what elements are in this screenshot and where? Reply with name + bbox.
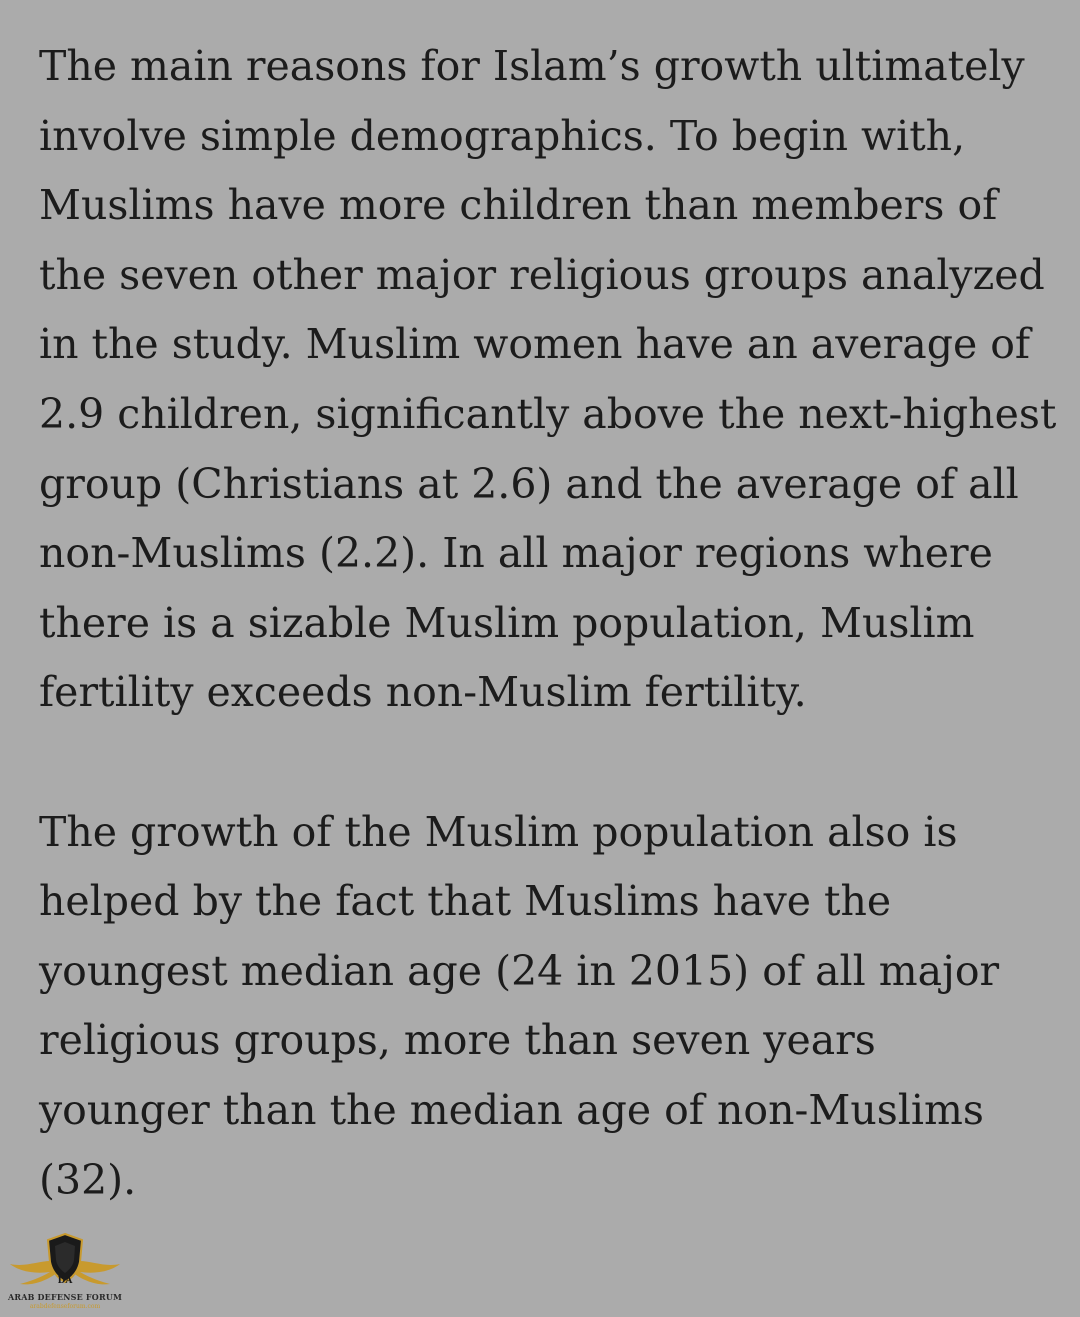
paragraph-median-age: The growth of the Muslim population also is helped by the fact that Muslims have the youngest median age (24 in 2015) of all major religious groups, more than seven years younger than the median age of non-Muslims (32).: [39, 807, 1000, 1204]
watermark-logo: [6, 1228, 124, 1314]
paragraph-fertility: The main reasons for Islam’s growth ultimately involve simple demographics. To begin with, Muslims have more children than members of the seven other major religious groups analyzed in the study. Muslim women have an average of 2.9 children, significantly above the next-highest group (Christians at 2.6) and the average of all non-Muslims (2.2). In all major regions where there is a sizable Muslim population, Muslim fertility exceeds non-Muslim fertility.: [39, 42, 1057, 717]
article-body: [39, 32, 1059, 1215]
watermark-name: ARAB DEFENSE FORUM: [7, 1292, 123, 1302]
watermark-subtitle: arabdefenseforum.com: [29, 1303, 101, 1310]
svg-text:DA: DA: [57, 1276, 73, 1286]
